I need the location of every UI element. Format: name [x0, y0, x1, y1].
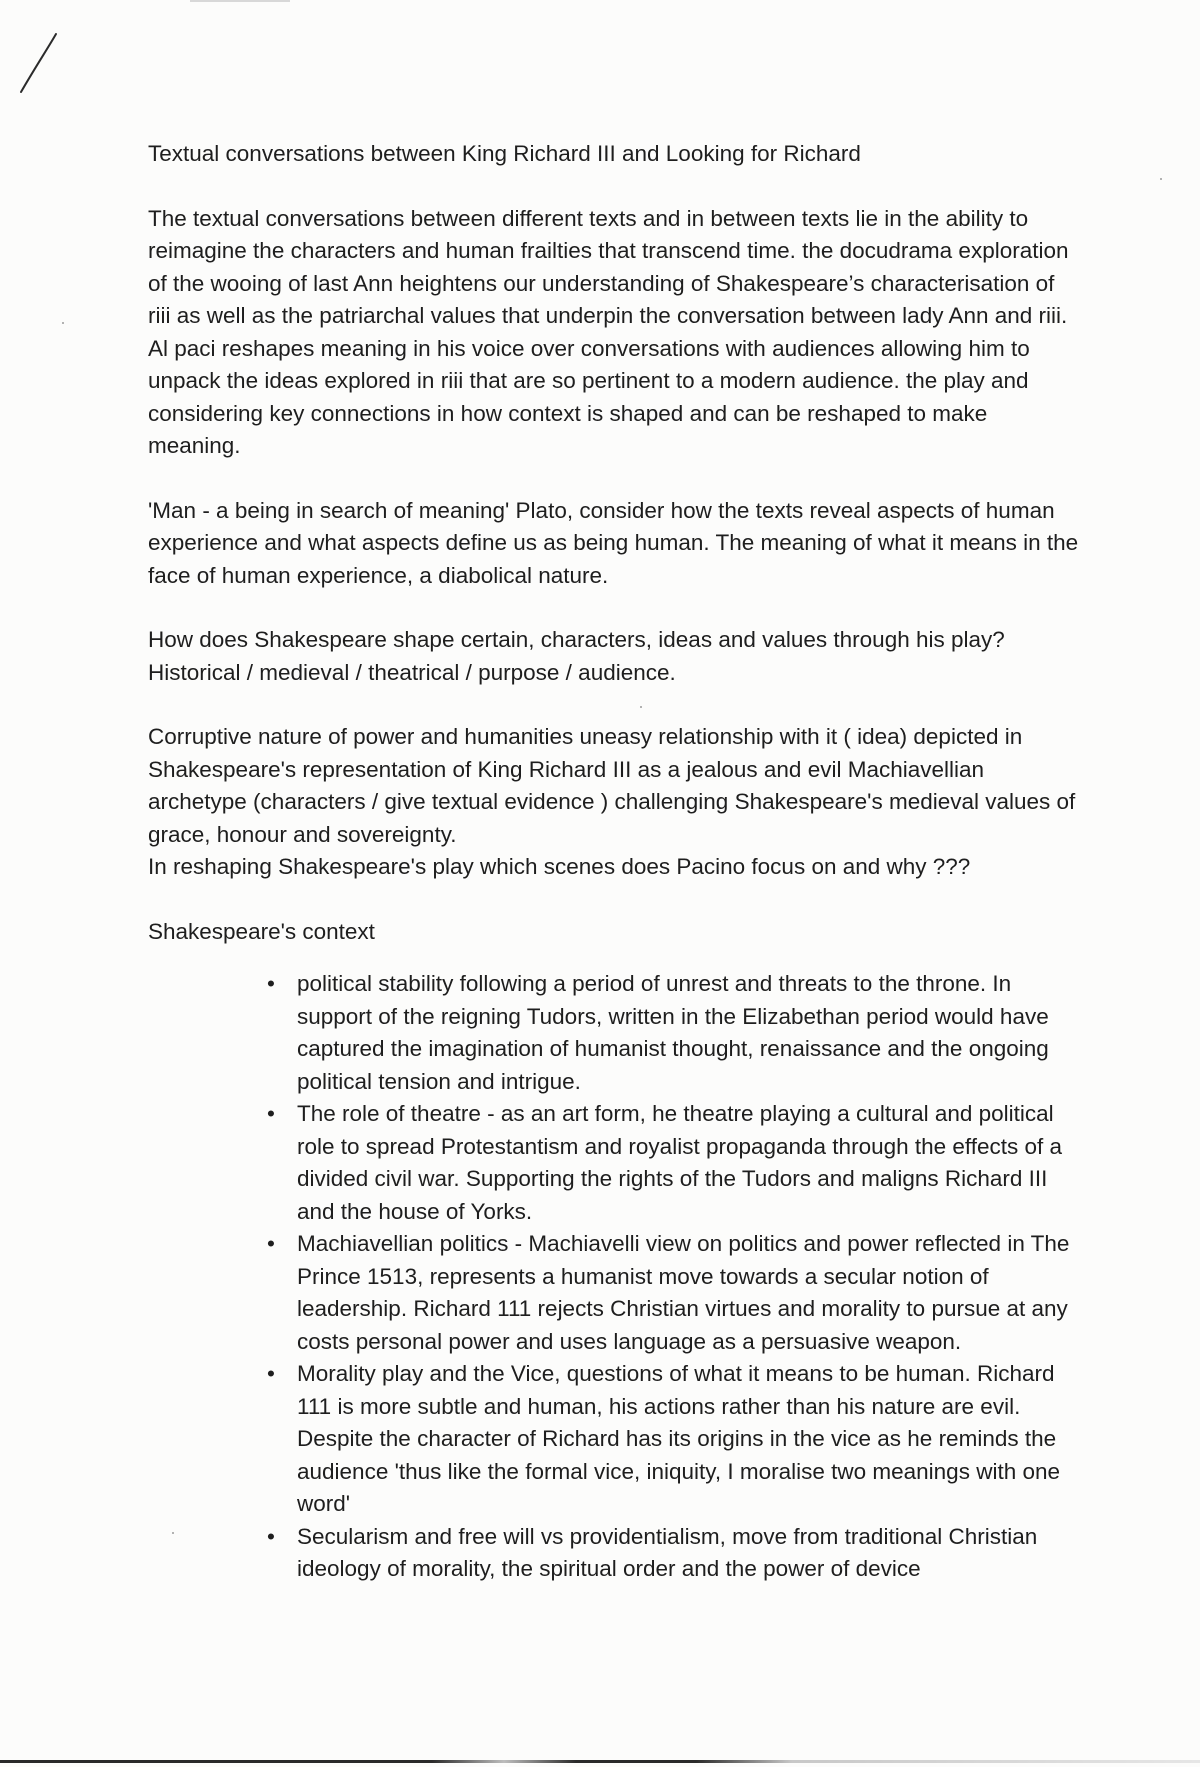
list-item-text: Secularism and free will vs providentialism, move from traditional Christian ideology of morality, the spiritual order and the power of device [297, 1523, 1038, 1581]
list-item [267, 1521, 1083, 1586]
list-item [267, 968, 1083, 1098]
scan-speck [62, 322, 64, 324]
bullet-icon: • [267, 1231, 275, 1256]
page-title: Textual conversations between King Richard III and Looking for Richard [148, 141, 861, 166]
scan-speck [1160, 178, 1162, 180]
bullet-icon: • [267, 1523, 275, 1549]
bullet-icon: • [267, 1361, 275, 1386]
context-heading: Shakespeare's context [148, 918, 375, 944]
list-item-text: The role of theatre - as an art form, he theatre playing a cultural and political role to spread Protestantism and royalist propaganda through the effects of a divided civil war. Supporting the rights of the Tudors and maligns Richard III and the house of Yorks. [297, 1101, 1063, 1224]
bullet-icon: • [267, 971, 275, 996]
bullet-icon: • [267, 1101, 275, 1126]
list-item [267, 1228, 1083, 1358]
scan-edge-top [190, 0, 290, 2]
document-body [148, 138, 1083, 1586]
list-item [267, 1098, 1083, 1228]
context-bullet-list [148, 968, 1083, 1586]
list-item-text: Morality play and the Vice, questions of what it means to be human. Richard 111 is more subtle and human, his actions rather than his nature are evil. Despite the character of Richard has its origins in the vice as he reminds the audience 'thus like the formal vice, iniquity, I moralise two meanings with one word' [297, 1361, 1061, 1516]
list-item [267, 1358, 1083, 1521]
plato-paragraph: 'Man - a being in search of meaning' Plato, consider how the texts reveal aspects of human experience and what aspects define us as being human. The meaning of what it means in the face of human experience, a diabolical nature. [148, 497, 1079, 588]
pen-stroke-mark [18, 30, 58, 100]
pacino-question: In reshaping Shakespeare's play which scenes does Pacino focus on and why ??? [148, 854, 971, 879]
power-paragraph: Corruptive nature of power and humanities uneasy relationship with it ( idea) depicted in Shakespeare's representation of King Richard III as a jealous and evil Machiavellian archetype (characters / give textual evidence ) challenging Shakespeare's medieval values of grace, honour and sovereignty. [148, 724, 1076, 847]
list-item-text: political stability following a period of unrest and threats to the throne. In support of the reigning Tudors, written in the Elizabethan period would have captured the imagination of humanist thought, renaissance and the ongoing political tension and intrigue. [297, 971, 1049, 1094]
question-paragraph: How does Shakespeare shape certain, characters, ideas and values through his play? Historical / medieval / theatrical / purpose / audience. [148, 627, 1005, 685]
scan-edge-bottom [0, 1760, 1200, 1763]
list-item-text: Machiavellian politics - Machiavelli view on politics and power reflected in The Prince 1513, represents a humanist move towards a secular notion of leadership. Richard 111 rejects Christian virtues and morality to pursue at any costs personal power and uses language as a persuasive weapon. [297, 1231, 1070, 1354]
intro-paragraph: The textual conversations between different texts and in between texts lie in the ability to reimagine the characters and human frailties that transcend time. the docudrama exploration of the wooing of last Ann heightens our understanding of Shakespeare’s characterisation of riii as well as the patriarchal values that underpin the conversation between lady Ann and riii. Al paci reshapes meaning in his voice over conversations with audiences allowing him to unpack the ideas explored in riii that are so pertinent to a modern audience. the play and considering key connections in how context is shaped and can be reshaped to make meaning. [148, 205, 1069, 458]
